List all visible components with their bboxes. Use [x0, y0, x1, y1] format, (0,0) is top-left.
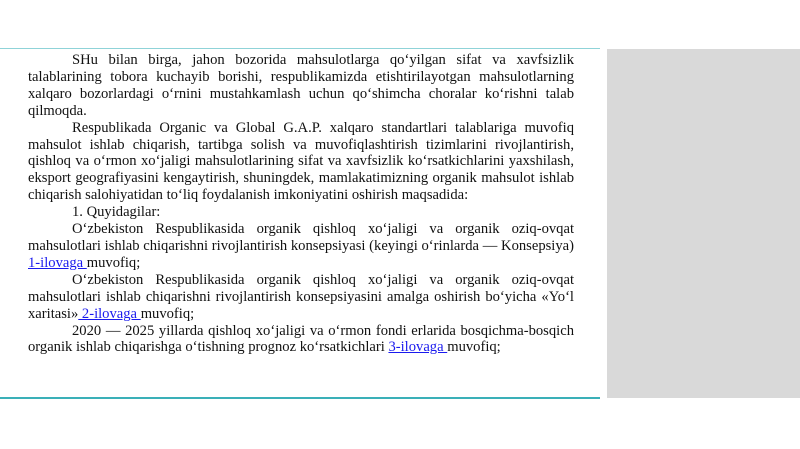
paragraph-6-tail: muvofiq;	[447, 339, 501, 356]
paragraph-5	[28, 272, 574, 323]
annex-2-link[interactable]: 2-ilovaga	[78, 305, 141, 322]
paragraph-4	[28, 221, 574, 272]
bottom-accent-line	[0, 397, 600, 399]
annex-1-link[interactable]: 1-ilovaga	[28, 254, 87, 271]
side-placeholder-panel	[607, 49, 800, 398]
paragraph-3: 1. Quyidagilar:	[72, 204, 161, 221]
paragraph-4-text: O‘zbekiston Respublikasida organik qishloq xo‘jaligi va organik oziq-ovqat mahsulotlari ishlab chiqarishni rivojlantirish konsepsiyasi (keyingi o‘rinlarda — Konsepsiya)	[28, 221, 574, 254]
paragraph-5-tail: muvofiq;	[140, 305, 195, 322]
paragraph-2: Respublikada Organic va Global G.A.P. xalqaro standartlari talablariga muvofiq mahsulot ishlab chiqarish, tartibga solish va muvofiqlashtirish tizimlarini rivojlantirish, qishloq va o‘rmon xo‘jaligi mahsulotlarining sifat va xavfsizlik ko‘rsatkichlarini yaxshilash, eksport geografiyasini kengaytirish, shuningdek, mamlakatimizning organik mahsulot ishlab chiqarish salohiyatidan to‘liq foydalanish imkoniyatini oshirish maqsadida:	[28, 119, 574, 204]
paragraph-1: SHu bilan birga, jahon bozorida mahsulotlarga qo‘yilgan sifat va xavfsizlik talablarining tobora kuchayib borishi, respublikamizda etishtirilayotgan mahsulotlarning xalqaro bozorlardagi o‘rnini mustahkamlash uchun qo‘shimcha choralar ko‘rishni talab qilmoqda.	[28, 52, 574, 119]
cropped-previous-line	[28, 49, 576, 51]
paragraph-6-text: 2020 — 2025 yillarda qishloq xo‘jaligi va o‘rmon fondi erlarida bosqichma-bosqich organik ishlab chiqarishga o‘tishning prognoz ko‘rsatkichlari	[28, 322, 574, 356]
paragraph-5-text: O‘zbekiston Respublikasida organik qishloq xo‘jaligi va organik oziq-ovqat mahsulotlari ishlab chiqarishni rivojlantirish konsepsiyasini amalga oshirish bo‘yicha «Yo‘l xaritasi»	[28, 271, 574, 322]
document-excerpt	[28, 49, 576, 397]
document-body	[28, 52, 574, 356]
annex-3-link[interactable]: 3-ilovaga	[388, 339, 448, 356]
paragraph-6	[28, 323, 574, 357]
paragraph-4-tail: muvofiq;	[86, 254, 141, 271]
